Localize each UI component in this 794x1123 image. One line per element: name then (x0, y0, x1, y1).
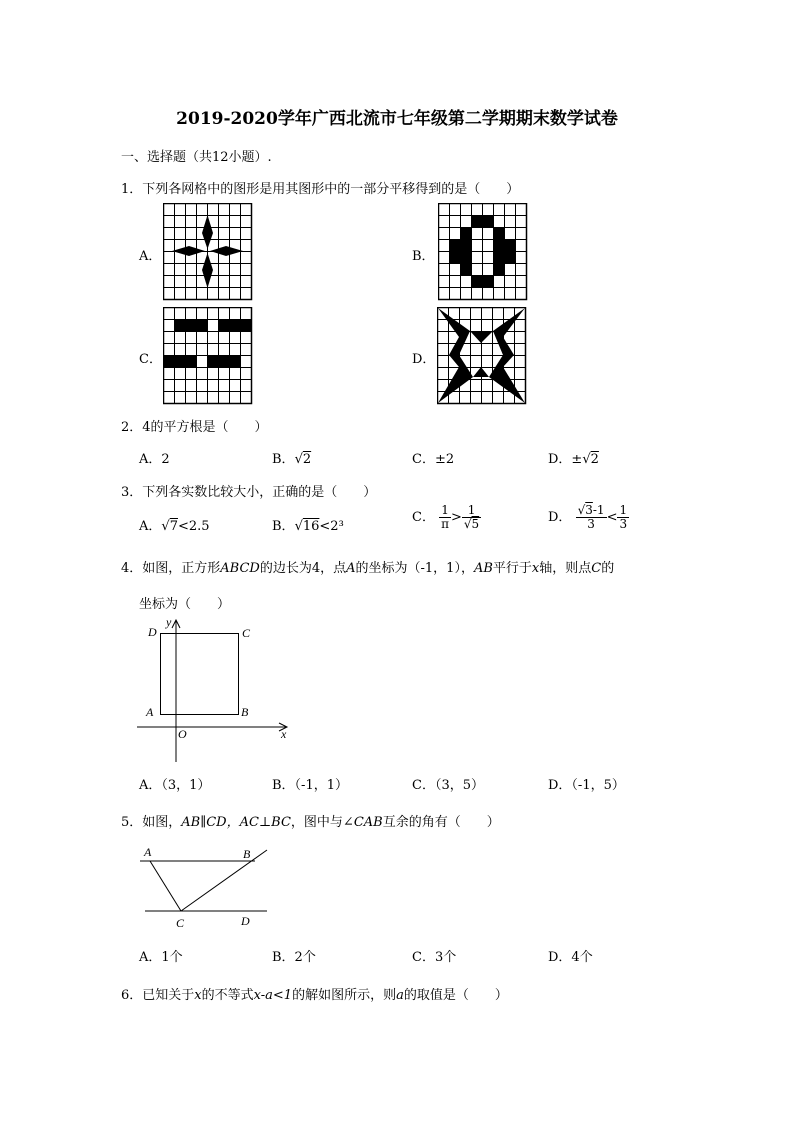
q4-stem-line2: 坐标为（ ） (139, 597, 231, 612)
q2-option-a: A．2 (139, 452, 170, 467)
q4-label-o: O (178, 727, 187, 741)
q3-option-c: C． $\frac{1}{\pi}$ > $\frac{1}{√5}$ (412, 503, 480, 531)
q3-d-fraction-2: $\frac{1}{3}$ (619, 503, 628, 531)
section-heading: 一、选择题（共12小题）. (121, 150, 272, 165)
q4-option-a: A．（3，1） (139, 778, 211, 793)
page-title: 2019-2020学年广西北流市七年级第二学期期末数学试卷 (176, 109, 618, 129)
q4-label-b: B (241, 705, 249, 719)
q4-option-b: B．（-1，1） (272, 778, 348, 793)
q3-option-d: D． $\frac{√3-1}{3}$ < $\frac{1}{3}$ (548, 503, 628, 531)
q4-stem: 4．如图，正方形ABCD的边长为4，点A的坐标为（-1，1），AB平行于x轴，则点C的 (121, 561, 615, 576)
q3-c-fraction-1: $\frac{1}{\pi}$ (441, 503, 449, 531)
q3-option-b: B．√16<2³ (272, 519, 344, 534)
q3-c-fraction-2: $\frac{1}{√5}$ (463, 503, 480, 531)
q2-option-b: B．√2 (272, 452, 312, 467)
q4-option-d: D．（-1，5） (548, 778, 625, 793)
q1-option-c-label: C． (139, 352, 162, 367)
q4-label-x: x (281, 727, 287, 741)
q1-grid-c-figure (163, 307, 253, 405)
q4-label-a: A (146, 705, 154, 719)
q2-option-d: D．±√2 (548, 452, 599, 467)
q5-label-d: D (241, 914, 250, 928)
q4-label-c: C (242, 626, 251, 640)
q4-label-d: D (148, 625, 157, 639)
q2-stem: 2．4的平方根是（ ） (121, 420, 268, 435)
q1-option-a-label: A． (139, 249, 162, 264)
q3-option-a: A．√7<2.5 (139, 519, 210, 534)
q1-option-b-label: B． (412, 249, 435, 264)
q5-option-a: A．1个 (139, 950, 183, 965)
q5-option-c: C．3个 (412, 950, 457, 965)
q4-coordinate-figure (135, 614, 295, 764)
q5-option-b: B．2个 (272, 950, 316, 965)
q1-option-d-label: D． (412, 352, 436, 367)
q3-d-fraction-1: $\frac{√3-1}{3}$ (577, 503, 605, 531)
q1-stem: 1．下列各网格中的图形是用其图形中的一部分平移得到的是（ ） (121, 182, 520, 197)
q1-grid-d-figure (437, 307, 527, 405)
q5-option-d: D．4个 (548, 950, 593, 965)
q1-grid-b-figure (438, 203, 528, 301)
q5-label-c: C (176, 916, 185, 930)
q5-label-a: A (144, 845, 152, 859)
q5-label-b: B (243, 847, 251, 861)
q5-stem: 5．如图，AB∥CD，AC⊥BC，图中与∠CAB互余的角有（ ） (121, 815, 500, 830)
q4-label-y: y (166, 615, 172, 629)
q6-stem: 6．已知关于x的不等式x-a<1的解如图所示，则a的取值是（ ） (121, 988, 508, 1003)
q1-grid-a-figure (163, 203, 253, 301)
q2-option-c: C．±2 (412, 452, 455, 467)
q5-parallel-lines-figure (135, 842, 275, 932)
q3-stem: 3．下列各实数比较大小，正确的是（ ） (121, 485, 377, 500)
q4-option-c: C．（3，5） (412, 778, 484, 793)
